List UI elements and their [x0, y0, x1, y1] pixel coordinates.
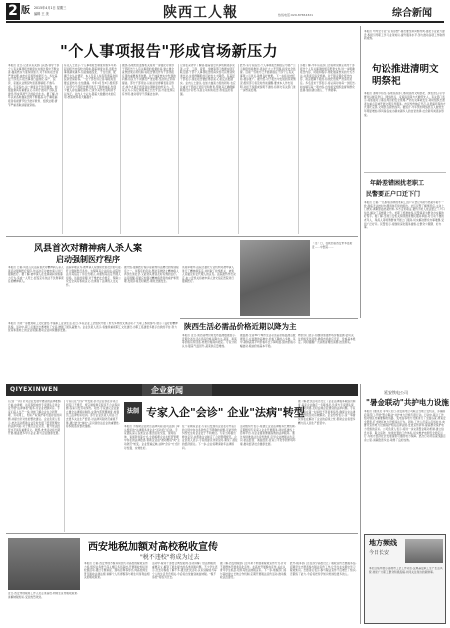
story3-body-2: 据监测,全省36个城市生活必需品价格监测点数据显示,在监测的品种中,价格下降的占多数。其中,新鲜蔬菜平均价格环比下降明显,猪肉价格小幅波动,粮油价格基本平稳。 — [240, 334, 296, 348]
tax-photo-caption: 近日,西安市地税局工作人员走进高校,向师生宣传税收政策,讲解纳税知识,受到热烈欢迎。 — [8, 592, 79, 599]
masthead-logo: 陕西工人報 — [163, 5, 238, 21]
story2-title: 风县首次对精神病人杀人案 — [34, 244, 143, 254]
tax-story-photo — [8, 538, 80, 590]
story3-body-3: 物价部门表示,将继续加强市场价格监测,密切关注价格变化趋势,确保市场供应充足、价格基本稳定。同时提醒广大消费者理性消费,按需购买。 — [298, 334, 356, 345]
page-label: 版 — [21, 6, 31, 16]
ad-box-image — [405, 539, 443, 563]
tax-story-body-4: 此外,税务部门还在部分高校设立了税收宣传志愿服务站,招募学生志愿者参与税法宣传工作,让学生在实践中学习税收知识。志愿者们表示,参与税法宣传不仅增长了知识,还锻炼了能力,今后将把所学知识传递给更多的人。 — [290, 562, 357, 576]
tax-story-body-3: 据了解,西安地税部门近年来不断创新税收宣传方式,针对不同群体开展差异化宣传。在高校开展税收宣传,旨在从青年学生抓起,培养其依法纳税意识。下一步,地税部门将与高校建立长效合作机制,定期开展税法宣传活动,推动税收法治建设。 — [220, 562, 287, 580]
page-number: 2 — [8, 3, 18, 19]
story-left-bottom: 本报讯 为进一步推进职工文化建设,丰富职工业余生活,近日,多家企业工会组织开展了形式多样的文体活动,广大职工积极参与,展示了良好的精神风貌。活动中,职工们通过比赛增进了交流,增强了团队凝聚力。企业负责人表示,将继续重视职工文化建设,为职工搭建更多展示自我的平台,努力营造和谐向上的企业氛围,推动企业持续健康发展。 — [8, 322, 178, 333]
page-header — [0, 0, 450, 30]
header-info-1: 2015年4月1日 星期三 — [34, 6, 67, 10]
header-rule — [6, 21, 444, 23]
enterprise-band-brand: QIYEXINWEN — [10, 386, 59, 393]
enterprise-body-4: 据了解,此次活动还设立了企业法律服务联络员制度,每家企业确定一名联络员,负责与专家团队保持日常沟通,及时反映企业遇到的法律问题。专家团队将在第一时间给予答复和指导,确保企业法律问题得到及时有效解决。企业纷纷表示,这一举措实实在在解决了企业的后顾之忧,帮助企业将更多精力投入到生产经营中。 — [298, 400, 356, 425]
right-article-3-body: 本报讯 日前,一名即将退休的老职工因户口登记年龄与档案年龄不一致,面临无法按时办理退休手续的困扰。社区民警了解情况后,主动上门核实,调取原始档案材料,多方走访取证,最终为老人依法更正了户口信息,解决了其燃眉之急。老职工感激地说,民警真是为群众办实事的好帮手。据了解,当地公安机关持续推进便民服务举措,对行动不便的老年人、残疾人等特殊群体开展上门服务,切实解决群众办事难题,受到广泛好评。民警表示,将继续深化服务措施,让群众少跑腿、好办事。 — [364, 201, 445, 230]
enterprise-band-title: 企业新闻 — [151, 386, 183, 395]
right-headline-3: 年龄差错困扰老职工 — [370, 180, 425, 187]
tax-story-body-2: 活动中,税务干部结合典型案例,生动讲解了依法纳税的重要意义,解答了师生提出的各类涉税问题。不少学生表示,过去对税收了解不多,通过此次活动,认识到税收与每个人的生活息息相关,今后将自觉做到诚信纳税。"税不违校"将成为过去。 — [152, 562, 218, 580]
enterprise-badge — [124, 402, 142, 422]
enterprise-body-1: 本报讯 为帮助企业防范法律风险,由司法部门牵头组织的"法律服务进企业"活动近日启动。专家团队深入各类企业,通过座谈交流、现场咨询、查阅资料等方式,全面梳理企业在经营管理中存在的法律隐患,帮助企业由"被动维权"向"主动防范"转变。企业普遍反映,这种"会诊"方式针对性强、实效性好。 — [124, 425, 180, 450]
main-article-body-3: 据悉,各地纪检监察机关将进一步强化对领导干部报告个人有关事项的监督检查,建立健全查核结果运用机制,将报告情况作为干部选拔任用的重要参考依据。对于抽查核实中发现的问题,将区分不同情况严肃处理,坚决防止带病提拔。部分干部坦言,以前总觉得填表是走形式,如今才真正感受到这项制度的约束力。专家认为,只有让制度真正长出牙齿,才能发挥应有作用,推动领导干部廉洁自律。 — [122, 64, 176, 96]
enterprise-body-3: 活动组织方表示,将建立企业法律服务长效机制,定期组织专家深入企业开展服务,同时搭建线上咨询平台,为企业提供便捷高效的法律服务。通过持续推进法治宣传教育,引导企业增强法治意识,依法经营、诚信经营,营造公平竞争的市场环境,推动经济社会健康发展。 — [240, 425, 296, 446]
tax-story-title: 西安地税加额对高校税收宣传 — [88, 542, 218, 553]
right-article-1-body: 本报讯 句句全专业"应该思想",提出要坚持问题导向,强化专业能力建设,积极引导职工学习业务知识,提升服务水平,努力推动各项工作取得新成效。 — [364, 30, 445, 41]
page-number-box — [6, 3, 20, 20]
right-enterprise-kicker: 延安铁电公司 — [384, 390, 408, 395]
story3-title: 陕西生活必需品价格近期以降为主 — [184, 322, 297, 331]
tax-story-body-1: 本报讯 日前,西安市地方税务局加大对高校的税收宣传力度,组织业务骨干深入辖区多所高校,开展税收知识进校园活动,通过专题讲座、现场咨询等形式,向高校师生普及税收法律法规,讲解个人所得税等与师生切身利益相关的税收政策。 — [84, 562, 150, 580]
main-article-body-4: 记者在采访中了解到,随着信息共享机制逐步完善,公安、工商、房管、金融等部门数据实现互联互通,干部个人事项报告的真实性可以得到快速比对,这使得瞒报的可能性大大降低。有基层干部表示,现在报告要经得起查,心里反而更踏实。业内人士建议,在加大抽查力度的同时,也应注重对干部的正面引导和教育,帮助其正确理解制度设计初衷,从而主动如实报告,形成良好氛围。 — [180, 64, 236, 96]
enterprise-story-title: 专家入企"会诊" 企业"法病"转型 — [146, 406, 305, 419]
right-headline-4: 民警要正户口迁下门 — [366, 191, 421, 198]
enterprise-left-body: (记者 一初) 针对企业发展中遇到的法律难题,日前,由律师、法官等组成的专家团队走进企业开展"法律体检"服务,为企业把脉问诊。专家们深入生产一线,详细了解企业在合同管理、劳动用工、知识产权保护等方面存在的问题,并提出针对性的整改建议。企业负责人表示,此次活动帮助企业及时发现了经营管理中的法律风险,对于规范企业运营、提升依法经营水平具有重要意义。据悉,此类活动将长期开展,覆盖更多中小企业,助力企业健康发展。 — [8, 400, 62, 436]
story2-body-1: 本报讯 日前,风县人民法院首次对精神病人杀人案启动强制医疗程序,依法决定对被申请人进行强制医疗。据了解,被申请人在发病期间实施暴力行为,造成一人死亡,经鉴定系依法不负刑事责任的精神病人。 — [8, 266, 64, 284]
right-headline-2: 句讼推进清明文明祭祀 — [372, 64, 439, 87]
main-article-body-1: 本报讯 近日,记者从有关部门获悉,领导干部个人有关事项报告制度在实施过程中不断完善,抽查核实力度持续加大,对不如实报告者严肃处理,由此在官场形成新压力。多位基层干部表示,报告事项日益细化,房产、投资、家属从业情况均需逐项填报,不敢马虎。专家指出,这一制度对于防范腐败、加强监督具有重要意义,有利于推动干部队伍建设,形成风清气正的政治生态。据了解,今年以来各地抽查比例不断提高,对于瞒报漏报者将视情节给予批评教育、组织处理,情节严重者取消提拔资格。 — [8, 64, 60, 107]
right-enterprise-body: 本报讯 (通讯员 李华) 近日,延安铁电公司联合当地公安机关、乡镇政府等部门,开展"警企联动"共护电力设施专项行动。行动中,联合工作组对辖区内重要输电线路、变电站等电力设施进行了全面巡查,排查安全隐患,打击破坏电力设施违法行为。同时,工作人员深入沿线村庄,向群众宣传电力设施保护相关法律法规,发放宣传资料,提高群众保护电力设施的意识。公司负责人表示,将进一步完善警企联动机制,建立信息共享、联合巡防、快速处置的工作体系,切实维护电网安全稳定运行,为地方经济社会发展提供可靠的电力保障。此次行动共巡查线路百余公里,消除隐患多处,取得了良好成效。 — [364, 410, 446, 442]
main-article-body-6: 另据了解,今年有关部门还将研究制定领导干部报告个人有关事项的规定配套文件,进一步明确报告内容、时限和程序,细化抽查核实的方式方法,完善责任追究机制。对于随意简化报告内容、故意隐瞒不报的,将依纪依规严肃追究责任。多名受访干部表示,将认真对待每一次报告,如实填写每一项内容,自觉接受组织监督和群众监督,做到清白做人、干净做事。 — [300, 64, 356, 93]
story2-body-3: 据介绍,强制医疗程序是新刑诉法增设的特别程序之一。该程序的启动,既能有效防止精神病人再次危害社会,又能使其得到及时有效的治疗。法官提醒,家属应加强对精神病患者的看护和管理,发现异常及时就医,避免悲剧发生。 — [124, 266, 179, 284]
tax-story-subtitle: "税不违校"将成为过去 — [140, 554, 200, 561]
right-enterprise-title: "暑金联动"共护电力设施 — [366, 398, 449, 407]
ad-box — [364, 534, 446, 624]
right-article-2-body: 本报讯 清明节将至,各地民政部门积极倡导文明祭祀、绿色祭扫,引导群众以鲜花祭扫、网络祭扫、家庭追思等方式缅怀先人。有关部门表示,将加强对公墓及周边的安全管理,严防火灾事故发生,同时组织志愿者在重点区域开展文明引导服务。市民纷纷响应号召,以低碳环保的方式寄托哀思,文明祭扫蔚然成风。据统计,今年预约网络祭扫人数较去年明显增加,移风易俗成为越来越多人的自觉选择,社会新风尚逐步形成。 — [364, 92, 446, 117]
main-article-body-2: 有关人士表示,个人事项报告制度实施多年来,起初报告内容较为简单,随着制度完善,需报告事项越来越多,包括婚姻变化、子女出国、配偶子女从业情况、本人及家人持有股票基金和投资型保险等。一位干部告诉记者,填报时需要反复核对,生怕遗漏。今年1月至3月,组织部门对部分干部报告情况进行了随机抽查,发现少数人存在漏报现象,已责令其作出说明并予以纠正。业内人士认为,随着大数据技术的应用,核查效率将大幅提升。 — [64, 64, 118, 100]
story2-subtitle: 启动强制医疗程序 — [56, 255, 120, 264]
story2-photo — [240, 240, 310, 316]
story2-photo-caption: （文）日，在陕西省西安市华县附近……中医院…… — [312, 242, 353, 249]
ad-box-body: 本栏目集中展示各地市工会工作动态,反映基层职工生产生活风貌,欢迎广大职工群众积极投稿,共同关注身边的新鲜事。 — [369, 567, 443, 574]
ad-box-subtitle: 今日长安 — [369, 550, 390, 556]
story3-body-1: 本报讯 近日,陕西省物价局发布监测数据显示,近期全省生活必需品价格以降为主,蔬菜、鸡蛋等价格有所回落,肉类价格保持稳定。专家分析认为,随着气温回升,蔬菜供应量增加。 — [182, 334, 237, 348]
enterprise-left-body-2: 专家们在"会诊"中发现,部分企业存在劳动合同签订不规范、规章制度制定程序不合法等问题,容易引发劳动纠纷。对此,专家建议企业建立健全法律顾问制度,完善内部管理制度,加强员工法律知识培训。部分企业负责人坦言,过去更多关注生产经营,对法律风险防范重视不够,通过此次"体检",意识到依法治企的重要性,将积极落实整改措施。 — [66, 400, 120, 429]
ad-box-title: 地方频线 — [369, 539, 397, 547]
section-title: 综合新闻 — [392, 8, 432, 19]
enterprise-badge-label: 法制 — [126, 408, 139, 415]
main-article-body-5: 此外,有专家指出,个人事项报告制度应与财产公示制度衔接推进,逐步扩大公开范围,接受社会监督。目前一些地方已开展新提任干部个人有关事项公示试点,取得良好效果。下一步将总结经验,稳步推广。据介绍,对于报告中发现的异常情况,组织部门将及时约谈提醒,要求本人作出说明,对拒不说明或说明不清的,将移交有关部门进一步核查处理。 — [240, 64, 296, 93]
enterprise-band — [6, 384, 358, 396]
story2-body-2: 法院审理认为,被申请人有继续危害社会的可能,符合强制医疗条件。为保障其合法权益,法院依法为其指定了诉讼代理人,并通知其法定代理人到场。该案的审理,对于维护社会稳定、保障公众安全具有积极意义,也体现了法律的人文关怀。 — [66, 266, 122, 287]
enterprise-body-2: 在一家制造企业,专家们发现该企业在对外签订的合同中存在条款约定不明确的问题,可能导致纠纷发生时企业处于不利地位。专家当场提出修改意见,并帮助企业制定了合同管理规范。企业负责人表示,专家的建议非常及时,避免了潜在的经济损失。下一步,企业将聘请常年法律顾问。 — [182, 425, 238, 450]
header-info-2: 编辑 王 美 — [34, 12, 49, 16]
main-article-title: "个人事项报告"形成官场新压力 — [60, 42, 279, 60]
header-contact: 热线电话:029-87654321 — [278, 13, 314, 17]
story2-body-4: 该案审理中,法院还委托专业机构对被申请人进行了精神病鉴定,并听取了检察机关、被害人家属及诉讼代理人的意见。法院最终作出决定,由公安机关将被申请人送交指定医院进行强制医疗。 — [182, 266, 236, 284]
